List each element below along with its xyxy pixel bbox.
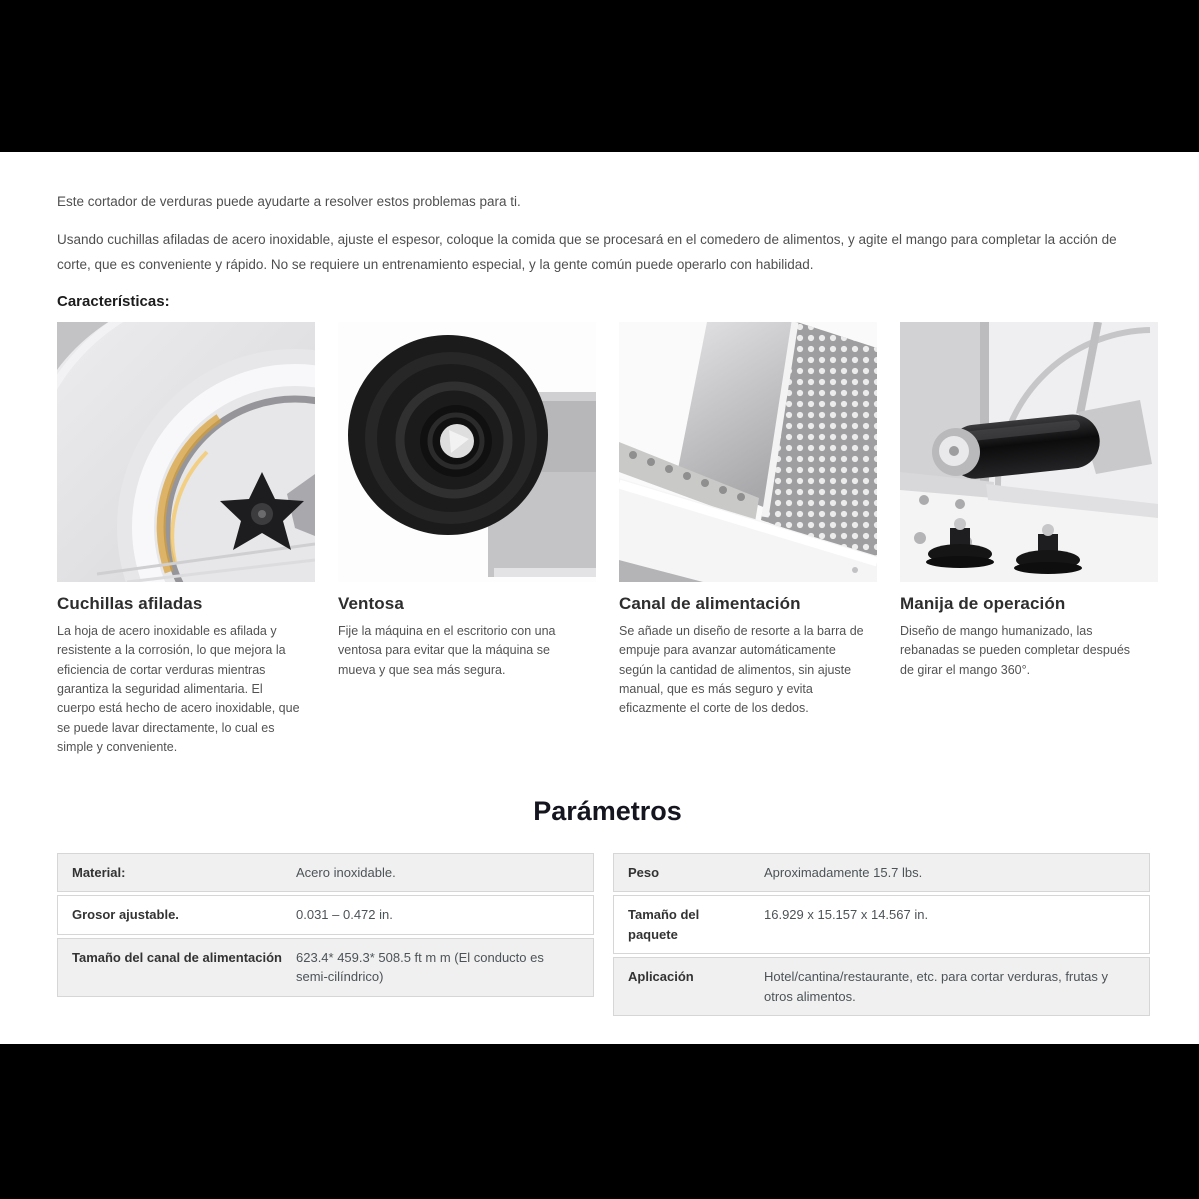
bottom-letterbox-bar [0,1044,1199,1199]
param-value: 623.4* 459.3* 508.5 ft m m (El conducto es semi-cilíndrico) [296,949,544,985]
feature-title-blades: Cuchillas afiladas [57,593,203,613]
operation-handle-photo [900,322,1158,582]
param-label: Aplicación [628,969,694,985]
param-label: Peso [628,864,660,880]
param-value: 16.929 x 15.157 x 14.567 in. [764,907,929,923]
parameters-tables [57,853,1150,1017]
features-row [57,322,1158,758]
content-area [57,152,1158,1016]
param-label: Material: [72,864,126,880]
blade-closeup-photo [57,322,315,582]
parameters-table-right [613,853,1150,1017]
feature-title-operation-handle: Manija de operación [900,593,1066,613]
param-label: Tamaño del paquete [628,907,700,942]
feature-desc-blades: La hoja de acero inoxidable es afilada y resistente a la corrosión, lo que mejora la eficiencia de cortar verduras mientras garantiza la seguridad alimentaria. El cuerpo está hecho de acero inoxidable, que se puede lavar directamente, lo cual es simple y conveniente. [57,623,300,755]
table-row [57,853,594,893]
param-value: Acero inoxidable. [296,864,396,880]
intro-paragraph-1: Este cortador de verduras puede ayudarte a resolver estos problemas para ti. [57,194,521,209]
features-heading: Características: [57,292,170,310]
feature-title-suction-cup: Ventosa [338,593,404,613]
feature-blades [57,322,315,758]
feature-desc-suction-cup: Fije la máquina en el escritorio con una ventosa para evitar que la máquina se mueva y que sea más segura. [338,623,556,677]
feature-desc-operation-handle: Diseño de mango humanizado, las rebanadas se pueden completar después de girar el mango 360°. [900,623,1131,677]
intro-paragraph-2: Usando cuchillas afiladas de acero inoxidable, ajuste el espesor, coloque la comida que se procesará en el comedero de alimentos, y agite el mango para completar la acción de corte, que es conveniente y rápido. No se requiere un entrenamiento especial, y la gente común puede operarlo con habilidad. [57,232,1117,272]
param-value: Hotel/cantina/restaurante, etc. para cortar verduras, frutas y otros alimentos. [764,969,1108,1004]
top-letterbox-bar [0,0,1199,152]
table-row [613,957,1150,1016]
parameters-heading: Parámetros [533,795,682,826]
param-value: 0.031 – 0.472 in. [296,907,393,923]
table-row [613,895,1150,954]
feature-operation-handle [900,322,1158,758]
feature-title-feed-channel: Canal de alimentación [619,593,801,613]
param-label: Grosor ajustable. [72,907,179,923]
feature-desc-feed-channel: Se añade un diseño de resorte a la barra de empuje para avanzar automáticamente según la cantidad de alimentos, sin ajuste manual, que es más seguro y evita eficazmente el corte de los dedos. [619,623,864,716]
parameters-table-left [57,853,594,1017]
table-row [57,938,594,997]
suction-cup-photo [338,322,596,582]
table-row [57,895,594,935]
feature-feed-channel [619,322,877,758]
param-value: Aproximadamente 15.7 lbs. [764,864,923,880]
feed-channel-photo [619,322,877,582]
param-label: Tamaño del canal de alimentación [72,949,282,965]
table-row [613,853,1150,893]
feature-suction-cup [338,322,596,758]
